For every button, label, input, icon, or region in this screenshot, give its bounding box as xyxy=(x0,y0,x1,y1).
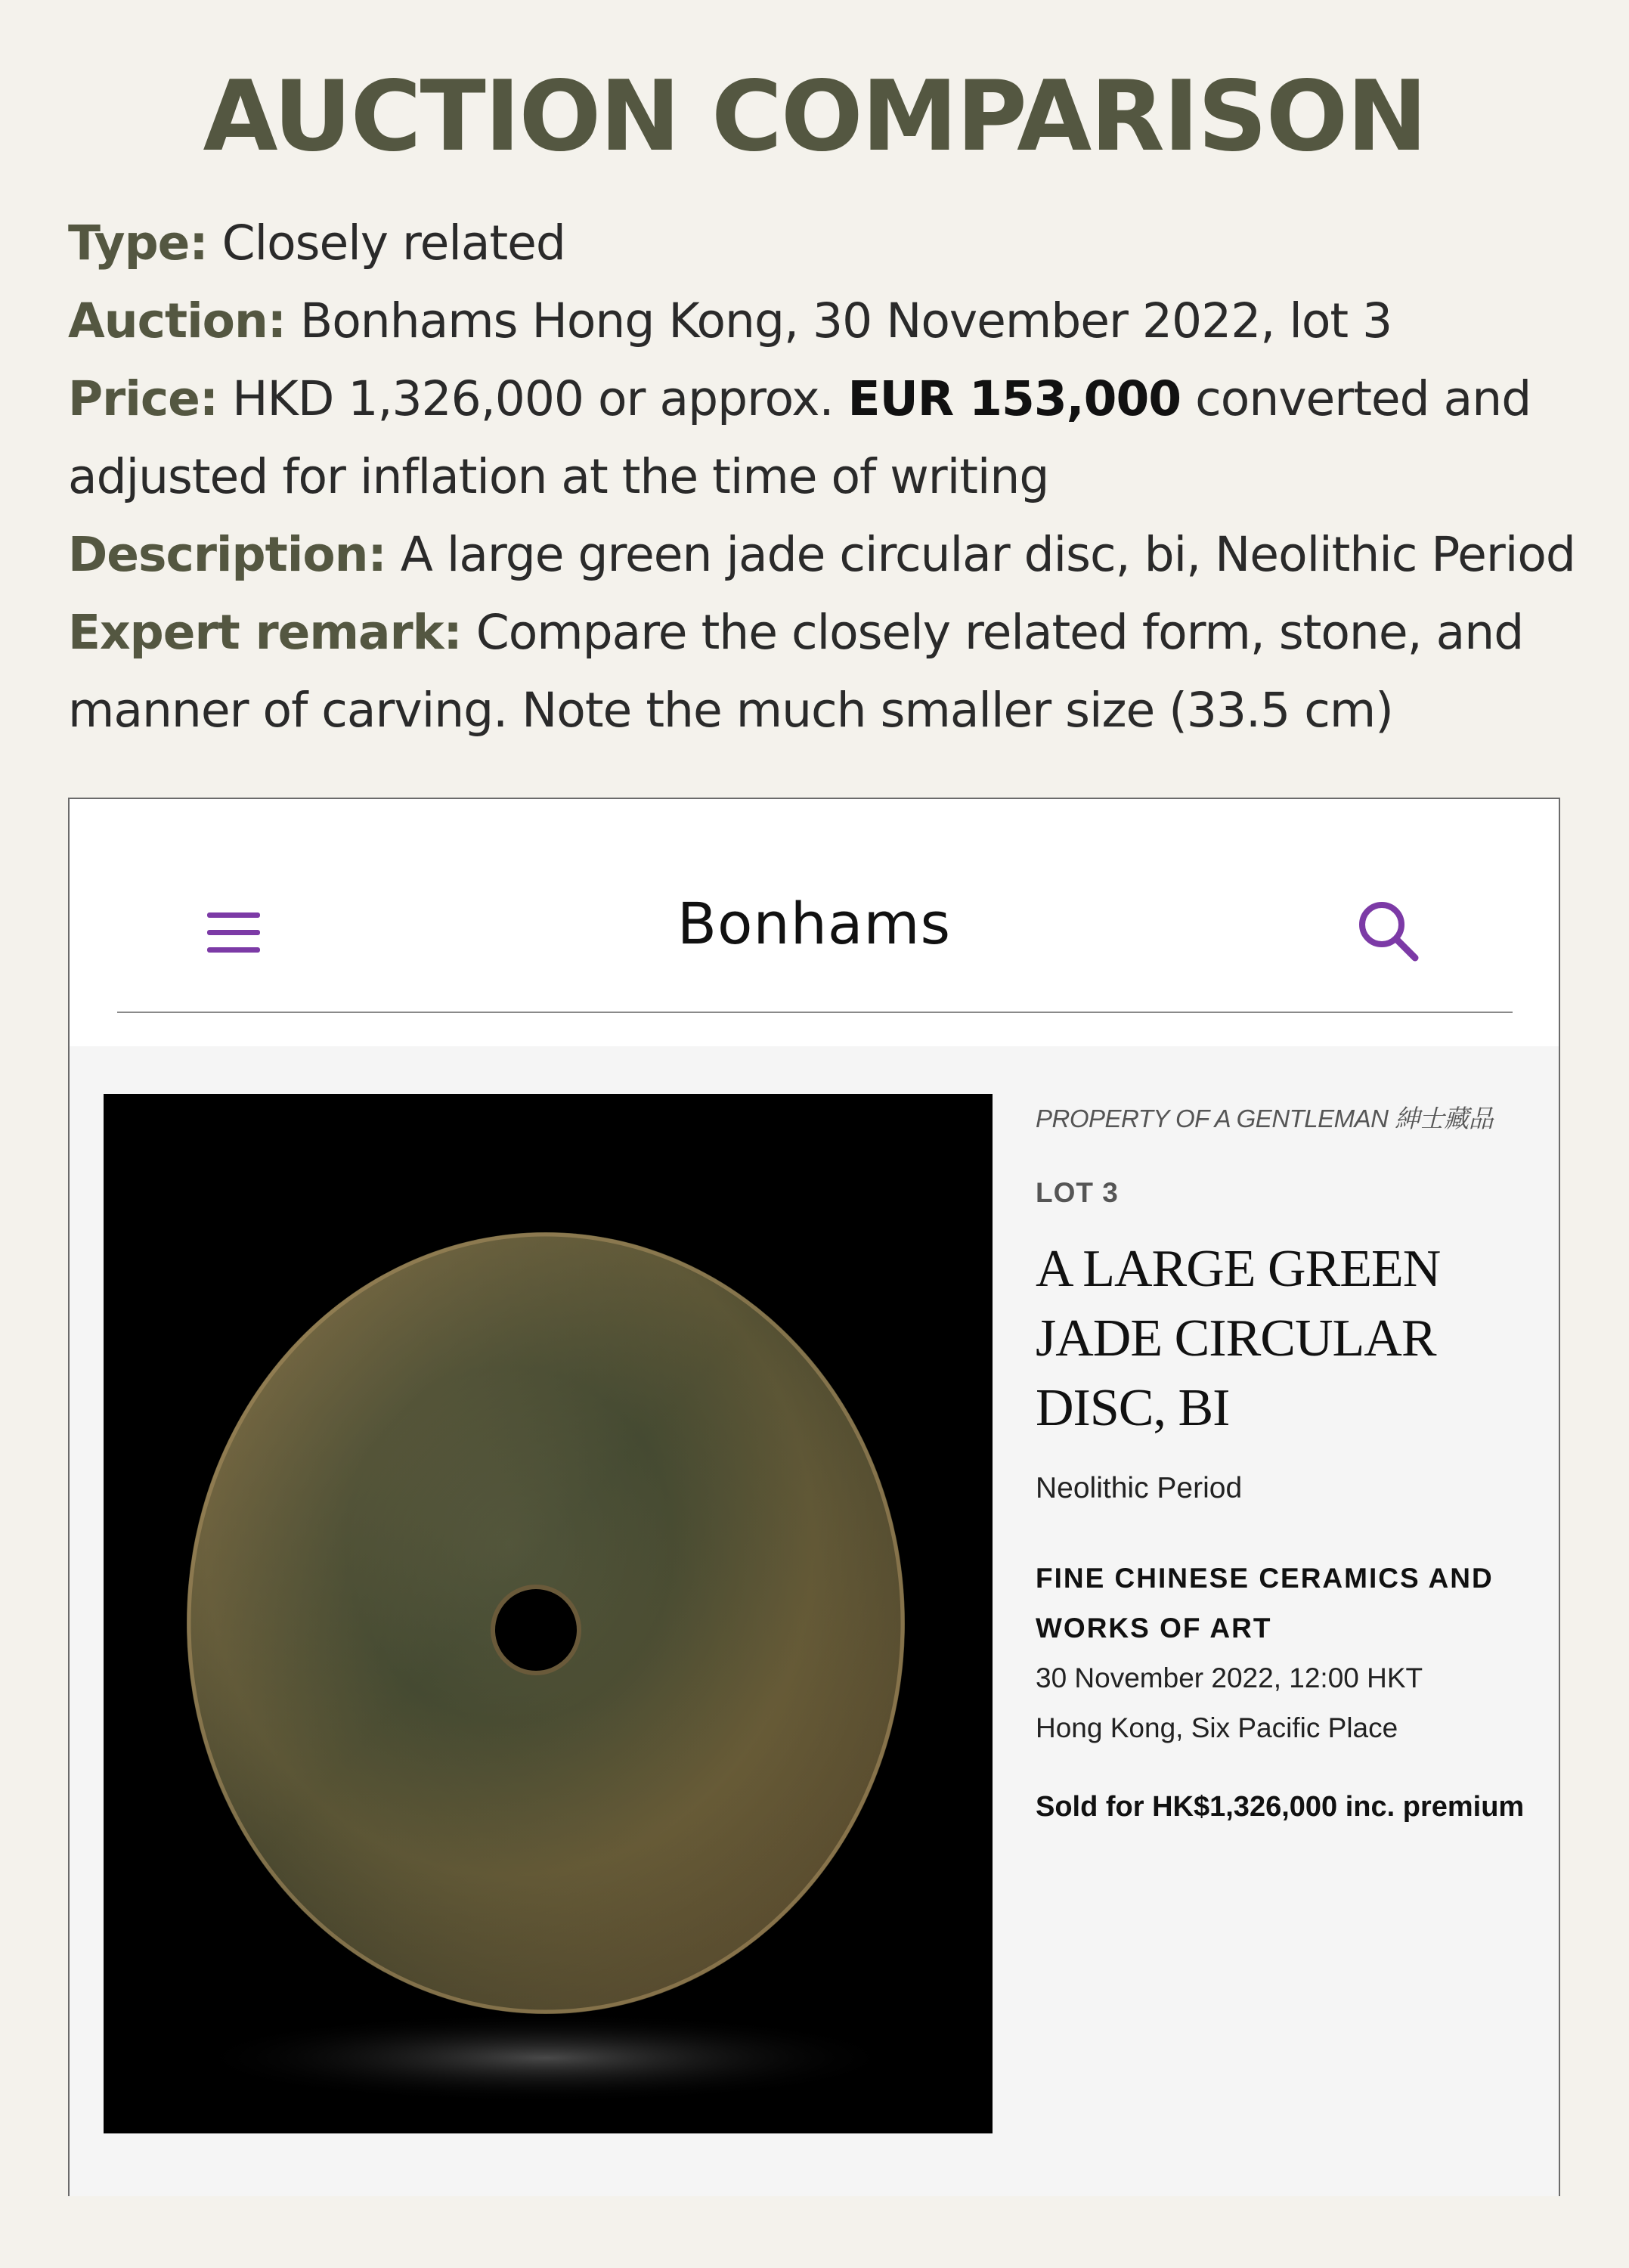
auction-value: Bonhams Hong Kong, 30 November 2022, lot 3 xyxy=(286,293,1392,349)
price-row xyxy=(68,360,1580,516)
page-heading: AUCTION COMPARISON xyxy=(203,60,1426,173)
auction-screenshot xyxy=(68,798,1560,2196)
remark-row xyxy=(68,593,1580,749)
lot-details xyxy=(1036,1099,1527,1823)
lot-content xyxy=(70,1046,1559,2196)
comparison-info xyxy=(68,204,1580,749)
description-label: Description: xyxy=(68,527,386,582)
lot-number: LOT 3 xyxy=(1036,1177,1119,1208)
sold-price: Sold for HK$1,326,000 inc. premium xyxy=(1036,1791,1525,1823)
jade-disc-image xyxy=(104,1094,993,2133)
description-row xyxy=(68,516,1580,593)
type-value: Closely related xyxy=(207,215,565,271)
provenance-label: PROPERTY OF A GENTLEMAN 紳士藏品 xyxy=(1036,1105,1494,1132)
remark-label: Expert remark: xyxy=(68,605,462,660)
bonhams-logo[interactable]: Bonhams xyxy=(677,890,952,957)
header-divider xyxy=(117,1012,1513,1013)
remark-value: Compare the closely related form, stone, and manner of carving. Note the much smaller size (33.5 cm) xyxy=(68,605,1524,738)
lot-title: A LARGE GREEN JADE CIRCULAR DISC, BI xyxy=(1036,1240,1441,1437)
price-eur-value: EUR 153,000 xyxy=(847,371,1181,426)
site-header xyxy=(70,799,1559,1045)
auction-row xyxy=(68,282,1580,360)
price-value: HKD 1,326,000 or approx. xyxy=(218,371,848,426)
search-icon[interactable] xyxy=(1355,897,1423,965)
sale-name-link[interactable]: FINE CHINESE CERAMICS AND WORKS OF ART xyxy=(1036,1563,1494,1644)
price-label: Price: xyxy=(68,371,218,426)
description-value: A large green jade circular disc, bi, Neolithic Period xyxy=(386,527,1575,582)
auction-label: Auction: xyxy=(68,293,286,349)
sale-date: 30 November 2022, 12:00 HKT xyxy=(1036,1662,1423,1693)
sale-location: Hong Kong, Six Pacific Place xyxy=(1036,1712,1398,1743)
type-row xyxy=(68,204,1580,282)
jade-disc-photo xyxy=(104,1094,993,2133)
lot-period: Neolithic Period xyxy=(1036,1472,1243,1504)
type-label: Type: xyxy=(68,215,208,271)
price-note: converted and adjusted for inflation at the time of writing xyxy=(68,371,1531,504)
